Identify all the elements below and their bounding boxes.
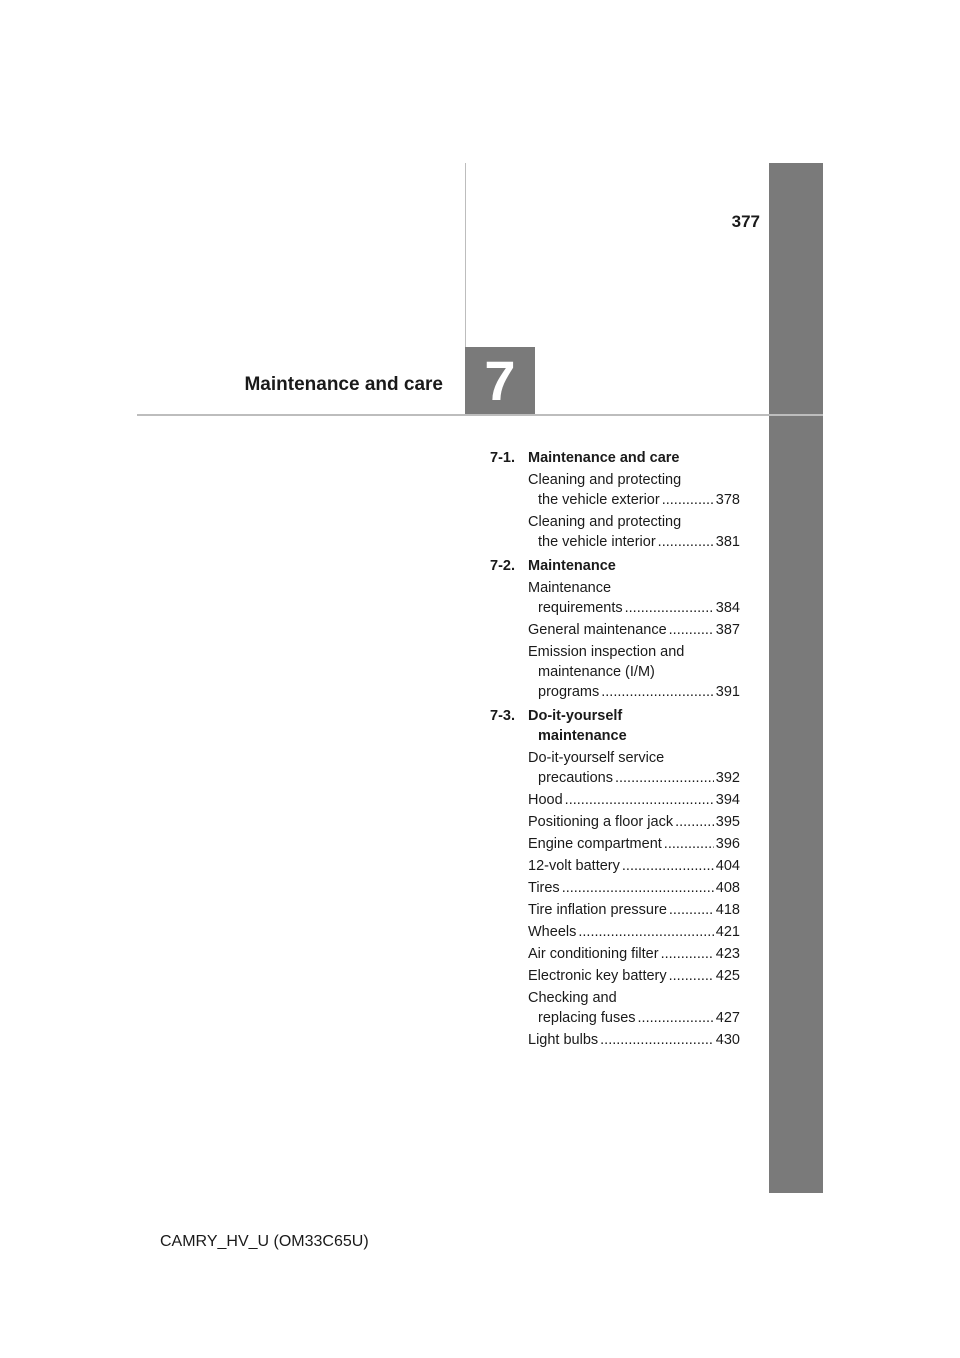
- toc-entry[interactable]: [490, 878, 740, 898]
- toc-entry-text: Do-it-yourself service: [528, 750, 665, 766]
- toc-entry-line: [528, 490, 740, 510]
- toc-page-number: 392: [715, 770, 740, 786]
- toc-page-number: 418: [715, 902, 740, 918]
- dot-leader: [565, 790, 714, 810]
- chapter-side-tab: [769, 163, 823, 1193]
- toc-entry-text: 12-volt battery: [528, 858, 620, 874]
- toc-entry[interactable]: [490, 642, 740, 702]
- section-heading: [490, 556, 740, 576]
- toc-entry-line: [528, 944, 740, 964]
- toc-entry-line: [528, 532, 740, 552]
- dot-leader: [661, 944, 714, 964]
- dot-leader: [638, 1008, 714, 1028]
- toc-page-number: 378: [715, 492, 740, 508]
- dot-leader: [662, 490, 714, 510]
- toc-page-number: 381: [715, 534, 740, 550]
- toc-entry-text: Air conditioning filter: [528, 946, 659, 962]
- toc-entry-text: Cleaning and protecting: [528, 514, 682, 530]
- toc-entry-text: Maintenance: [528, 580, 612, 596]
- toc-page-number: 395: [715, 814, 740, 830]
- dot-leader: [600, 1030, 714, 1050]
- toc-entry-text: Wheels: [528, 924, 577, 940]
- toc-entry-text: maintenance (I/M): [538, 664, 655, 680]
- dot-leader: [675, 812, 714, 832]
- toc-entry-text: General maintenance: [528, 622, 667, 638]
- toc-entry[interactable]: [490, 748, 740, 788]
- toc-section: [490, 556, 740, 702]
- toc-entry[interactable]: [490, 512, 740, 552]
- toc-entry-text: Engine compartment: [528, 836, 662, 852]
- toc-entry-line: [528, 682, 740, 702]
- toc-page-number: 396: [715, 836, 740, 852]
- dot-leader: [669, 900, 714, 920]
- toc-entry-line: [528, 922, 740, 942]
- section-title-line: Do-it-yourself: [528, 708, 623, 724]
- dot-leader: [658, 532, 714, 552]
- section-title: [528, 556, 740, 576]
- header-horizontal-rule: [137, 414, 823, 416]
- toc-entry[interactable]: [490, 620, 740, 640]
- toc-page-number: 404: [715, 858, 740, 874]
- toc-entry[interactable]: [490, 944, 740, 964]
- toc-page-number: 427: [715, 1010, 740, 1026]
- dot-leader: [601, 682, 714, 702]
- dot-leader: [625, 598, 714, 618]
- toc-page-number: 408: [715, 880, 740, 896]
- toc-entry-line: [528, 1008, 740, 1028]
- toc-entry-text: Light bulbs: [528, 1032, 599, 1048]
- toc-entry-line: [528, 812, 740, 832]
- header-vertical-rule: [465, 163, 466, 347]
- section-title-line: Maintenance and care: [528, 450, 680, 466]
- chapter-number-box: 7: [465, 347, 535, 415]
- toc-entry[interactable]: [490, 834, 740, 854]
- section-title-line: Maintenance: [528, 558, 616, 574]
- toc-entry-line: [528, 900, 740, 920]
- toc-page-number: 430: [715, 1032, 740, 1048]
- toc-entry-line: [528, 1030, 740, 1050]
- toc-page-number: 384: [715, 600, 740, 616]
- section-title: [528, 706, 740, 746]
- section-number: 7-2.: [490, 558, 515, 574]
- toc-section: [490, 706, 740, 1050]
- dot-leader: [615, 768, 714, 788]
- toc-page-number: 425: [715, 968, 740, 984]
- toc-entry-line: [528, 878, 740, 898]
- toc-entry[interactable]: [490, 900, 740, 920]
- toc-entry-line: [528, 768, 740, 788]
- table-of-contents: [490, 448, 740, 1054]
- toc-entry[interactable]: [490, 966, 740, 986]
- chapter-title: Maintenance and care: [244, 374, 443, 395]
- toc-page-number: 391: [715, 684, 740, 700]
- dot-leader: [562, 878, 714, 898]
- toc-entry-text: replacing fuses: [538, 1010, 636, 1026]
- toc-entry-text: Positioning a floor jack: [528, 814, 674, 830]
- toc-entry-line: [528, 790, 740, 810]
- toc-entry-text: Cleaning and protecting: [528, 472, 682, 488]
- toc-entry-text: programs: [538, 684, 600, 700]
- toc-entry-text: precautions: [538, 770, 613, 786]
- toc-entry-text: Tire inflation pressure: [528, 902, 667, 918]
- dot-leader: [664, 834, 714, 854]
- toc-entry-line: [528, 856, 740, 876]
- dot-leader: [622, 856, 714, 876]
- toc-entry-line: [528, 598, 740, 618]
- toc-entry[interactable]: [490, 922, 740, 942]
- toc-entry[interactable]: [490, 1030, 740, 1050]
- toc-entry[interactable]: [490, 988, 740, 1028]
- toc-entry[interactable]: [490, 790, 740, 810]
- toc-entry[interactable]: [490, 470, 740, 510]
- dot-leader: [669, 620, 714, 640]
- section-number: 7-3.: [490, 708, 515, 724]
- section-title-line: maintenance: [538, 728, 627, 744]
- toc-entry-line: [528, 620, 740, 640]
- toc-entry-text: requirements: [538, 600, 623, 616]
- page-number: 377: [731, 212, 760, 231]
- toc-page-number: 423: [715, 946, 740, 962]
- toc-entry-text: Hood: [528, 792, 563, 808]
- toc-entry-line: [528, 834, 740, 854]
- toc-entry-text: Checking and: [528, 990, 617, 1006]
- toc-section: [490, 448, 740, 552]
- document-footer: CAMRY_HV_U (OM33C65U): [160, 1233, 369, 1250]
- dot-leader: [578, 922, 713, 942]
- toc-page-number: 421: [715, 924, 740, 940]
- toc-entry-text: Electronic key battery: [528, 968, 667, 984]
- toc-entry[interactable]: [490, 856, 740, 876]
- section-title: [528, 448, 740, 468]
- dot-leader: [669, 966, 714, 986]
- toc-page-number: 387: [715, 622, 740, 638]
- toc-entry[interactable]: [490, 578, 740, 618]
- toc-entry-text: Emission inspection and: [528, 644, 685, 660]
- toc-page-number: 394: [715, 792, 740, 808]
- toc-entry-text: the vehicle exterior: [538, 492, 660, 508]
- toc-entry-text: Tires: [528, 880, 560, 896]
- section-number: 7-1.: [490, 450, 515, 466]
- toc-entry[interactable]: [490, 812, 740, 832]
- section-heading: [490, 706, 740, 746]
- toc-entry-line: [528, 966, 740, 986]
- toc-entry-text: the vehicle interior: [538, 534, 656, 550]
- section-heading: [490, 448, 740, 468]
